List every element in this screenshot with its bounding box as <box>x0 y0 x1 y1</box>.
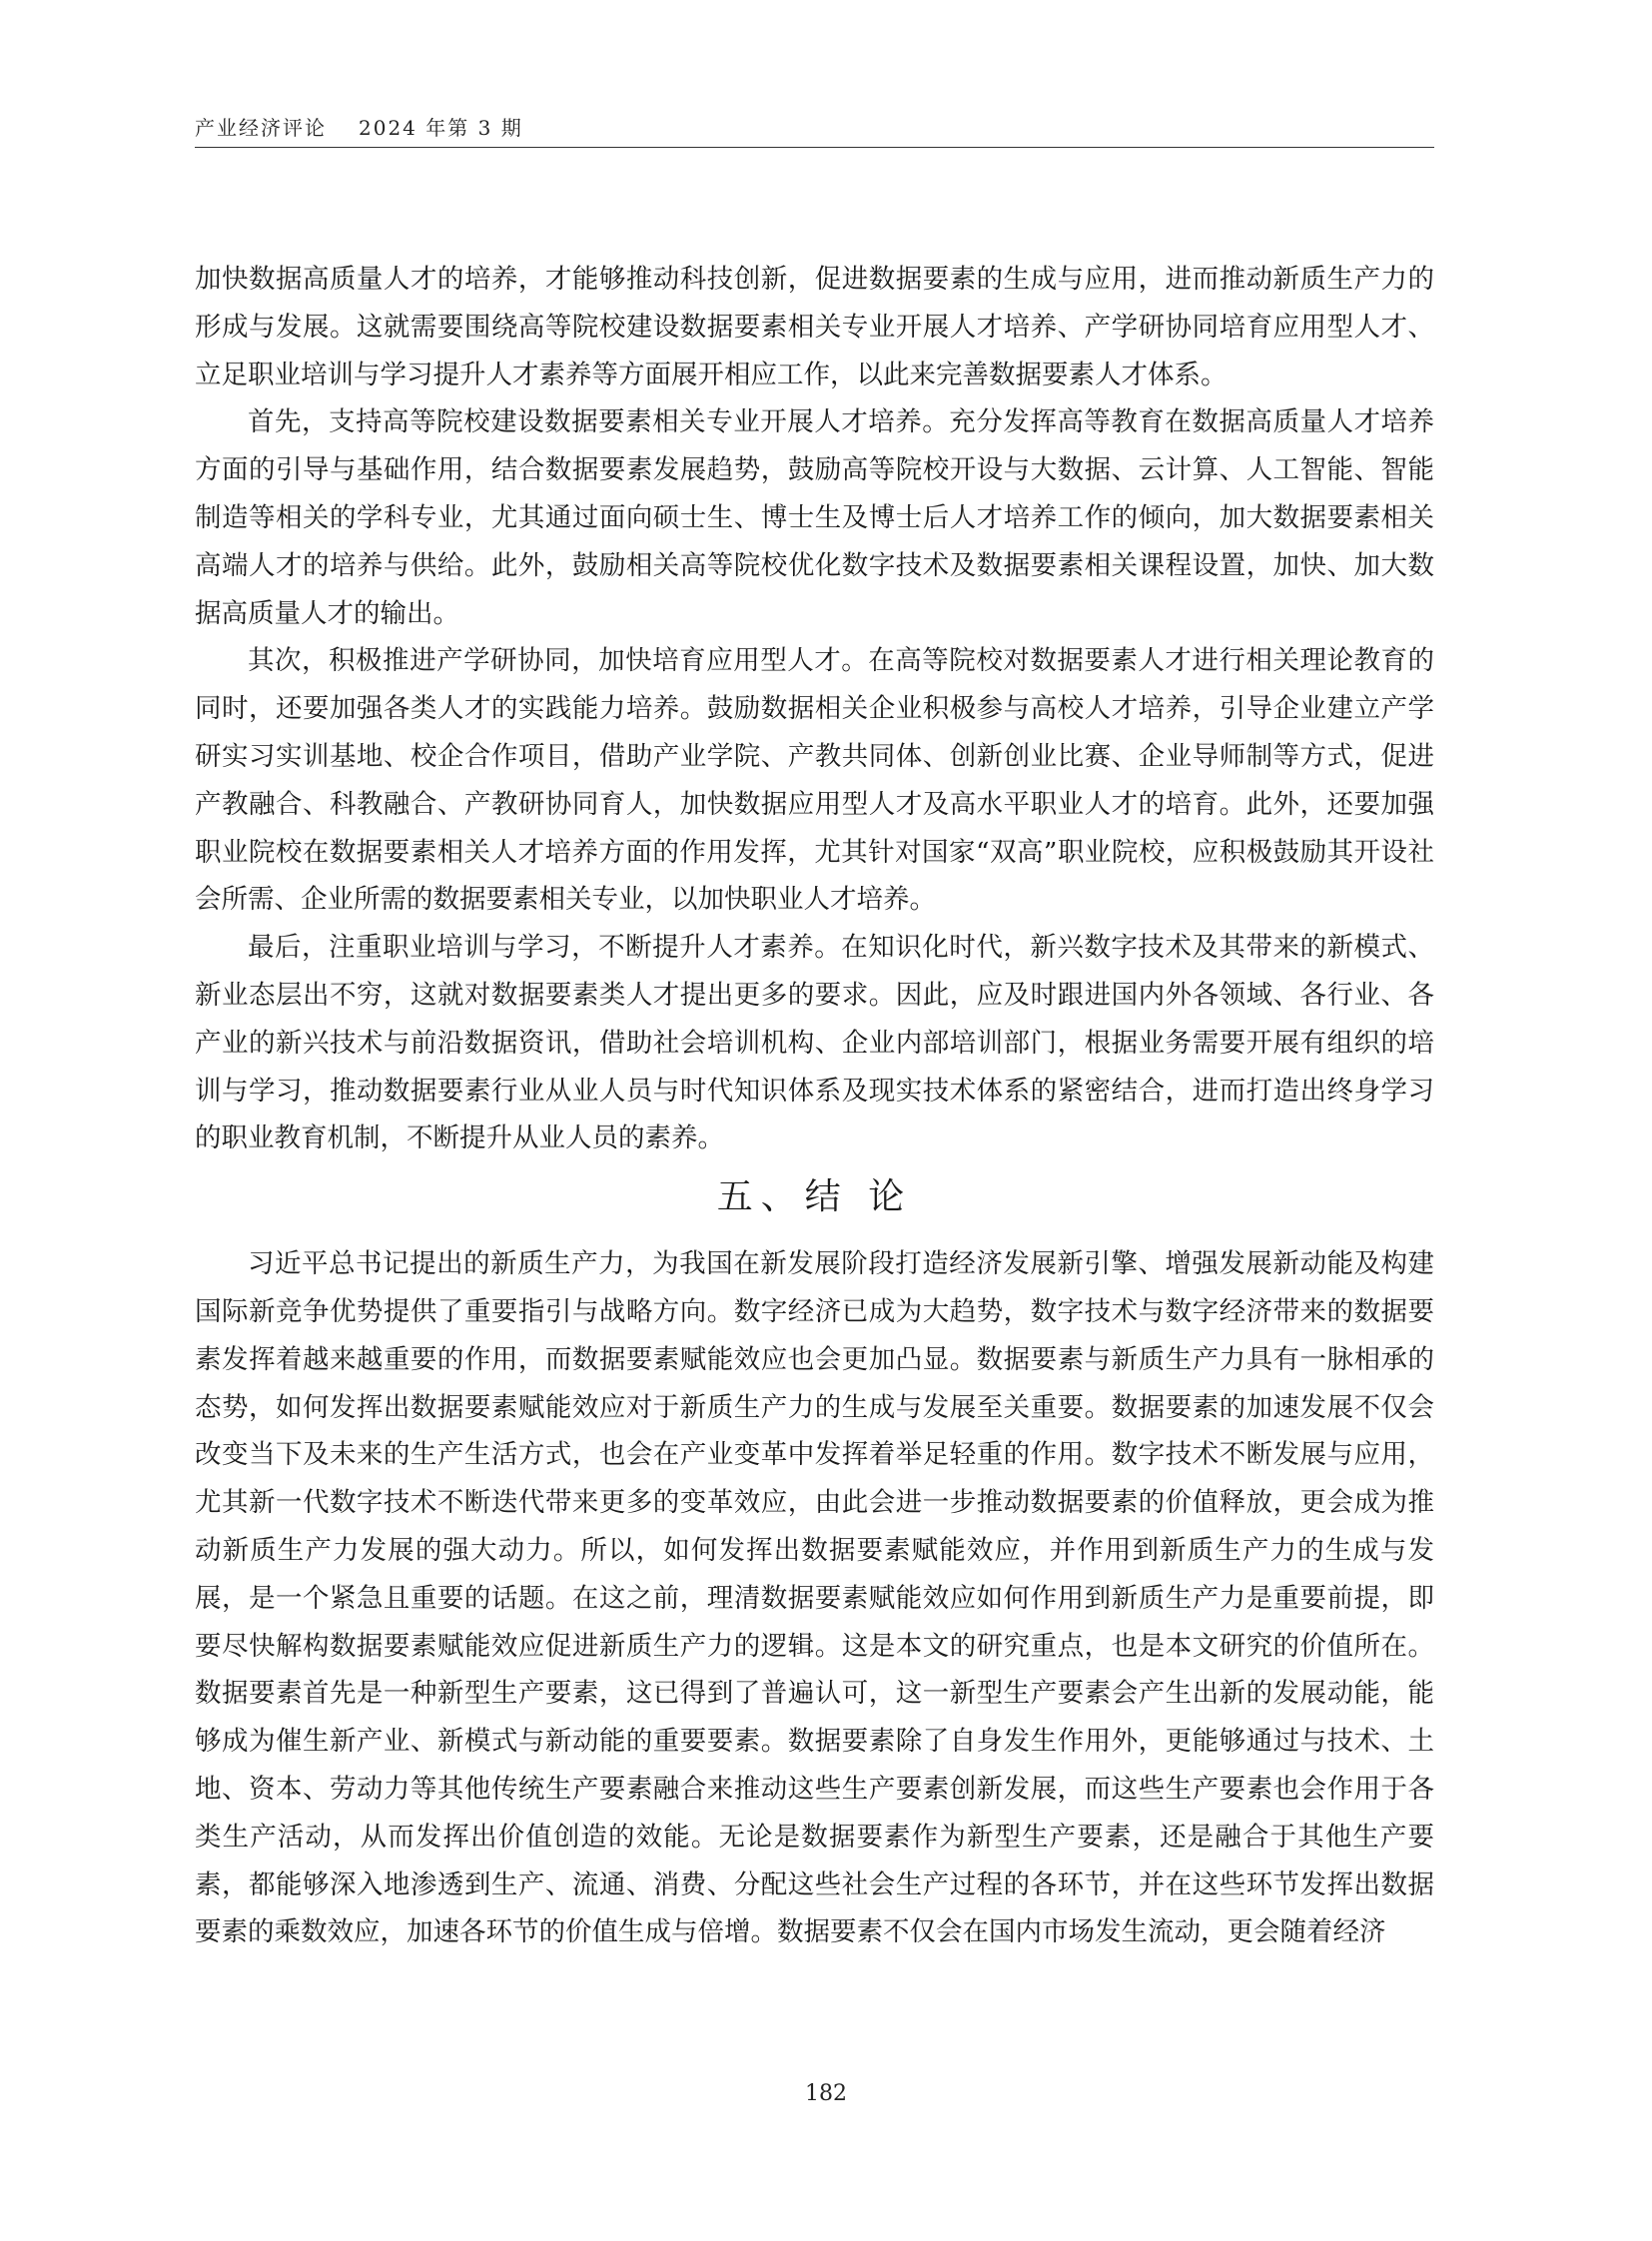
running-header <box>195 112 1434 141</box>
issue-label: 2024 年第 3 期 <box>359 116 523 140</box>
article-body <box>195 256 1434 1956</box>
paragraph-second: 其次，积极推进产学研协同，加快培育应用型人才。在高等院校对数据要素人才进行相关理论教育的同时，还要加强各类人才的实践能力培养。鼓励数据相关企业积极参与高校人才培养，引导企业建立产学研实习实训基地、校企合作项目，借助产业学院、产教共同体、创新创业比赛、企业导师制等方式，促进产教融合、科教融合、产教研协同育人，加快数据应用型人才及高水平职业人才的培育。此外，还要加强职业院校在数据要素相关人才培养方面的作用发挥，尤其针对国家“双高”职业院校，应积极鼓励其开设社会所需、企业所需的数据要素相关专业，以加快职业人才培养。 <box>195 645 1434 916</box>
section-heading: 五、结 论 <box>716 1176 913 1218</box>
paragraph-first: 首先，支持高等院校建设数据要素相关专业开展人才培养。充分发挥高等教育在数据高质量人才培养方面的引导与基础作用，结合数据要素发展趋势，鼓励高等院校开设与大数据、云计算、人工智能、智能制造等相关的学科专业，尤其通过面向硕士生、博士生及博士后人才培养工作的倾向，加大数据要素相关高端人才的培养与供给。此外，鼓励相关高等院校优化数字技术及数据要素相关课程设置，加快、加大数据高质量人才的输出。 <box>195 406 1434 629</box>
header-divider <box>195 147 1434 148</box>
paragraph-last: 最后，注重职业培训与学习，不断提升人才素养。在知识化时代，新兴数字技术及其带来的新模式、新业态层出不穷，这就对数据要素类人才提出更多的要求。因此，应及时跟进国内外各领域、各行业、各产业的新兴技术与前沿数据资讯，借助社会培训机构、企业内部培训部门，根据业务需要开展有组织的培训与学习，推动数据要素行业从业人员与时代知识体系及现实技术体系的紧密结合，进而打造出终身学习的职业教育机制，不断提升从业人员的素养。 <box>195 932 1434 1154</box>
journal-title: 产业经济评论 <box>195 116 327 140</box>
page-number: 182 <box>805 2081 847 2106</box>
conclusion-paragraph: 习近平总书记提出的新质生产力，为我国在新发展阶段打造经济发展新引擎、增强发展新动能及构建国际新竞争优势提供了重要指引与战略方向。数字经济已成为大趋势，数字技术与数字经济带来的数据要素发挥着越来越重要的作用，而数据要素赋能效应也会更加凸显。数据要素与新质生产力具有一脉相承的态势，如何发挥出数据要素赋能效应对于新质生产力的生成与发展至关重要。数据要素的加速发展不仅会改变当下及未来的生产生活方式，也会在产业变革中发挥着举足轻重的作用。数字技术不断发展与应用，尤其新一代数字技术不断迭代带来更多的变革效应，由此会进一步推动数据要素的价值释放，更会成为推动新质生产力发展的强大动力。所以，如何发挥出数据要素赋能效应，并作用到新质生产力的生成与发展，是一个紧急且重要的话题。在这之前，理清数据要素赋能效应如何作用到新质生产力是重要前提，即要尽快解构数据要素赋能效应促进新质生产力的逻辑。这是本文的研究重点，也是本文研究的价值所在。数据要素首先是一种新型生产要素，这已得到了普遍认可，这一新型生产要素会产生出新的发展动能，能够成为催生新产业、新模式与新动能的重要要素。数据要素除了自身发生作用外，更能够通过与技术、土地、资本、劳动力等其他传统生产要素融合来推动这些生产要素创新发展，而这些生产要素也会作用于各类生产活动，从而发挥出价值创造的效能。无论是数据要素作为新型生产要素，还是融合于其他生产要素，都能够深入地渗透到生产、流通、消费、分配这些社会生产过程的各环节，并在这些环节发挥出数据要素的乘数效应，加速各环节的价值生成与倍增。数据要素不仅会在国内市场发生流动，更会随着经济 <box>195 1248 1434 1948</box>
paragraph-continued: 加快数据高质量人才的培养，才能够推动科技创新，促进数据要素的生成与应用，进而推动新质生产力的形成与发展。这就需要围绕高等院校建设数据要素相关专业开展人才培养、产学研协同培育应用型人才、立足职业培训与学习提升人才素养等方面展开相应工作，以此来完善数据要素人才体系。 <box>195 264 1434 390</box>
